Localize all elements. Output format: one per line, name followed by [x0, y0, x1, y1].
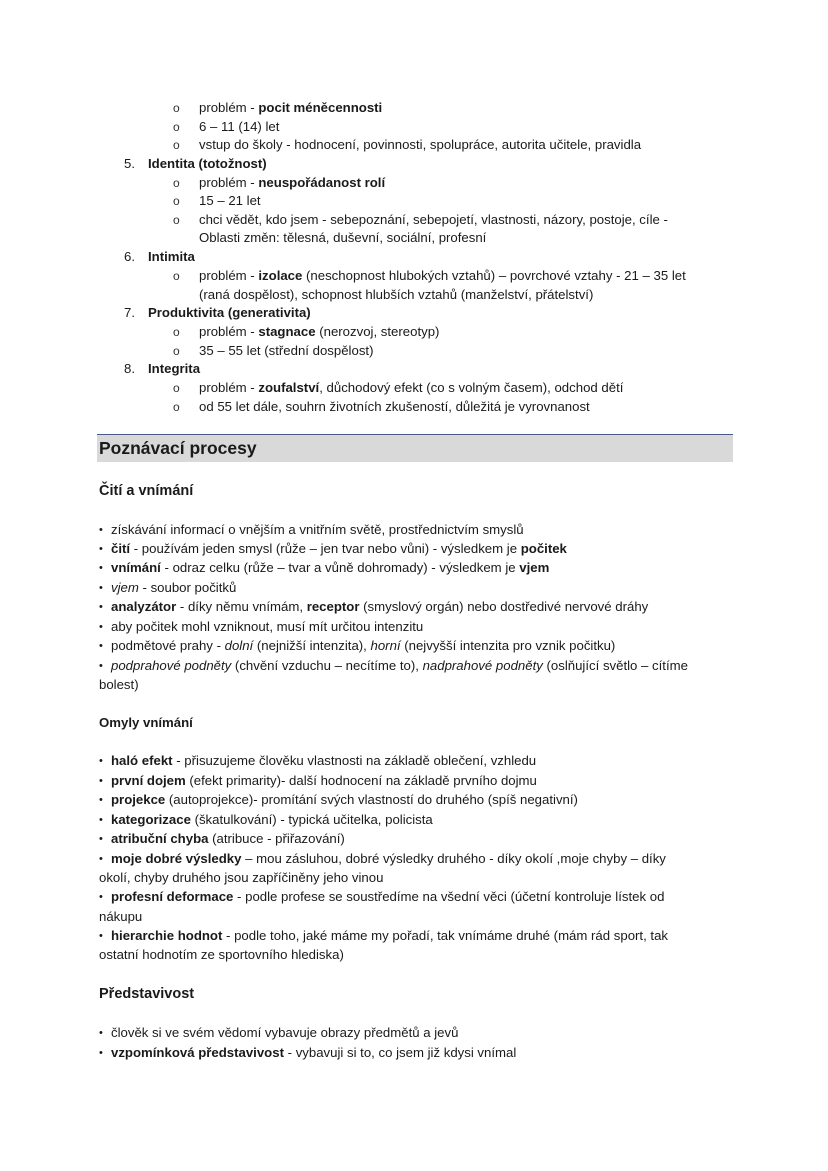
circle-bullet-icon: o: [173, 194, 180, 208]
circle-bullet-icon: o: [173, 176, 180, 190]
bullet-item: [111, 1044, 516, 1062]
bullet-item-continuation: bolest): [99, 677, 139, 692]
bullet-bold: receptor: [306, 599, 360, 614]
list-subitem: 15 – 21 let: [199, 193, 261, 208]
list-subitem: [199, 323, 439, 341]
list-subitem: 6 – 11 (14) let: [199, 119, 280, 134]
subsection-heading: Čití a vnímání: [99, 483, 194, 499]
bullet-icon: •: [99, 775, 103, 787]
bullet-icon: •: [99, 814, 103, 826]
list-item-title: Produktivita (generativita): [148, 305, 311, 320]
bullet-item: [111, 637, 615, 655]
subitem-text: problém -: [199, 324, 259, 339]
bullet-icon: •: [99, 621, 103, 633]
subitem-bold: neuspořádanost rolí: [258, 175, 386, 190]
bullet-icon: •: [99, 833, 103, 845]
bullet-text: - přisuzujeme člověku vlastnosti na základě oblečení, vzhledu: [172, 753, 537, 768]
circle-bullet-icon: o: [173, 344, 180, 358]
bullet-bold: profesní deformace: [111, 889, 234, 904]
bullet-item: [111, 540, 567, 558]
subitem-bold: izolace: [258, 268, 303, 283]
bullet-italic: podprahové podněty: [111, 658, 232, 673]
bullet-item: [111, 830, 345, 848]
bullet-text: - používám jeden smysl (růže – jen tvar nebo vůni) - výsledkem je: [130, 541, 521, 556]
bullet-item: [111, 850, 666, 868]
bullet-text: (chvění vzduchu – necítíme to),: [231, 658, 423, 673]
bullet-text: - soubor počitků: [138, 580, 237, 595]
bullet-italic: vjem: [111, 580, 139, 595]
bullet-text: (smyslový orgán) nebo dostředivé nervové dráhy: [359, 599, 649, 614]
bullet-bold: analyzátor: [111, 599, 177, 614]
bullet-icon: •: [99, 930, 103, 942]
bullet-bold: čití: [111, 541, 131, 556]
subsection-heading: Představivost: [99, 986, 195, 1002]
bullet-text: (autoprojekce)- promítání svých vlastností do druhého (spíš negativní): [165, 792, 578, 807]
bullet-item: [111, 772, 537, 790]
bullet-bold: vzpomínková představivost: [111, 1045, 284, 1060]
list-item-title: Integrita: [148, 361, 201, 376]
bullet-icon: •: [99, 1027, 103, 1039]
list-subitem: 35 – 55 let (střední dospělost): [199, 343, 374, 358]
bullet-bold: vjem: [519, 560, 550, 575]
subitem-text: (nerozvoj, stereotyp): [315, 324, 440, 339]
bullet-text: (efekt primarity)- další hodnocení na základě prvního dojmu: [185, 773, 537, 788]
bullet-bold: projekce: [111, 792, 166, 807]
list-number: 6.: [124, 249, 135, 264]
bullet-italic: dolní: [224, 638, 254, 653]
subitem-text: , důchodový efekt (co s volným časem), odchod dětí: [319, 380, 624, 395]
bullet-icon: •: [99, 853, 103, 865]
subitem-text: (neschopnost hlubokých vztahů) – povrchové vztahy - 21 – 35 let: [302, 268, 686, 283]
bullet-item: člověk si ve svém vědomí vybavuje obrazy předmětů a jevů: [111, 1025, 459, 1040]
bullet-text: (škatulkování) - typická učitelka, policista: [190, 812, 433, 827]
list-subitem-continuation: (raná dospělost), schopnost hlubších vztahů (manželství, přátelství): [199, 287, 594, 302]
bullet-item: [111, 579, 236, 597]
list-subitem: od 55 let dále, souhrn životních zkušeností, důležitá je vyrovnanost: [199, 399, 590, 414]
bullet-icon: •: [99, 582, 103, 594]
list-item-title: Identita (totožnost): [148, 156, 267, 171]
section-title: Poznávací procesy: [99, 438, 257, 458]
list-subitem-continuation: Oblasti změn: tělesná, duševní, sociální, profesní: [199, 230, 487, 245]
list-subitem: [199, 99, 382, 117]
bullet-item-continuation: okolí, chyby druhého jsou zapříčiněny jeho vinou: [99, 870, 384, 885]
circle-bullet-icon: o: [173, 325, 180, 339]
circle-bullet-icon: o: [173, 101, 180, 115]
bullet-text: - vybavuji si to, co jsem již kdysi vnímal: [283, 1045, 517, 1060]
subitem-text: problém -: [199, 175, 259, 190]
bullet-icon: •: [99, 543, 103, 555]
bullet-item: [111, 752, 536, 770]
list-item-title: Intimita: [148, 249, 195, 264]
circle-bullet-icon: o: [173, 138, 180, 152]
bullet-item: [111, 559, 549, 577]
subitem-text: problém -: [199, 380, 259, 395]
bullet-text: podmětové prahy -: [111, 638, 225, 653]
subitem-bold: zoufalství: [258, 380, 320, 395]
subitem-text: problém -: [199, 268, 259, 283]
list-subitem: [199, 267, 686, 285]
bullet-bold: první dojem: [111, 773, 186, 788]
bullet-item-continuation: nákupu: [99, 909, 143, 924]
bullet-item: [111, 811, 433, 829]
bullet-bold: atribuční chyba: [111, 831, 209, 846]
bullet-text: (nejvyšší intenzita pro vznik počitku): [400, 638, 616, 653]
subitem-bold: stagnace: [258, 324, 316, 339]
bullet-item: [111, 888, 664, 906]
list-number: 8.: [124, 361, 135, 376]
bullet-icon: •: [99, 562, 103, 574]
bullet-text: (atribuce - přiřazování): [208, 831, 345, 846]
bullet-icon: •: [99, 794, 103, 806]
bullet-bold: hierarchie hodnot: [111, 928, 223, 943]
bullet-text: - podle toho, jaké máme my pořadí, tak vnímáme druhé (mám rád sport, tak: [222, 928, 669, 943]
list-subitem: vstup do školy - hodnocení, povinnosti, spolupráce, autorita učitele, pravidla: [199, 137, 642, 152]
bullet-icon: •: [99, 524, 103, 536]
bullet-icon: •: [99, 891, 103, 903]
bullet-text: – mou zásluhou, dobré výsledky druhého - díky okolí ,moje chyby – díky: [241, 851, 666, 866]
subitem-text: problém -: [199, 100, 259, 115]
list-subitem: chci vědět, kdo jsem - sebepoznání, sebepojetí, vlastnosti, názory, postoje, cíle -: [199, 212, 668, 227]
bullet-icon: •: [99, 1047, 103, 1059]
bullet-text: - odraz celku (růže – tvar a vůně dohromady) - výsledkem je: [160, 560, 520, 575]
list-subitem: [199, 174, 385, 192]
circle-bullet-icon: o: [173, 400, 180, 414]
list-number: 5.: [124, 156, 135, 171]
bullet-italic: nadprahové podněty: [422, 658, 543, 673]
bullet-bold: haló efekt: [111, 753, 173, 768]
bullet-item: aby počitek mohl vzniknout, musí mít určitou intenzitu: [111, 619, 424, 634]
subitem-bold: pocit méněcennosti: [258, 100, 383, 115]
bullet-item: [111, 657, 688, 675]
bullet-icon: •: [99, 755, 103, 767]
bullet-text: (oslňující světlo – cítíme: [542, 658, 688, 673]
bullet-icon: •: [99, 660, 103, 672]
bullet-item: [111, 791, 578, 809]
bullet-item: [111, 927, 668, 945]
bullet-italic: horní: [370, 638, 401, 653]
circle-bullet-icon: o: [173, 381, 180, 395]
list-subitem: [199, 379, 623, 397]
bullet-icon: •: [99, 601, 103, 613]
bullet-bold: počitek: [520, 541, 567, 556]
list-number: 7.: [124, 305, 135, 320]
circle-bullet-icon: o: [173, 120, 180, 134]
circle-bullet-icon: o: [173, 213, 180, 227]
bullet-bold: moje dobré výsledky: [111, 851, 242, 866]
bullet-text: - podle profese se soustředíme na všední věci (účetní kontroluje lístek od: [233, 889, 665, 904]
bullet-icon: •: [99, 640, 103, 652]
subsection-heading: Omyly vnímání: [99, 715, 193, 730]
bullet-text: (nejnižší intenzita),: [253, 638, 371, 653]
bullet-bold: vnímání: [111, 560, 161, 575]
bullet-bold: kategorizace: [111, 812, 191, 827]
bullet-item: získávání informací o vnějším a vnitřním světě, prostřednictvím smyslů: [111, 522, 524, 537]
bullet-text: - díky němu vnímám,: [176, 599, 307, 614]
bullet-item-continuation: ostatní hodnotím ze sportovního hlediska): [99, 947, 344, 962]
circle-bullet-icon: o: [173, 269, 180, 283]
bullet-item: [111, 598, 648, 616]
